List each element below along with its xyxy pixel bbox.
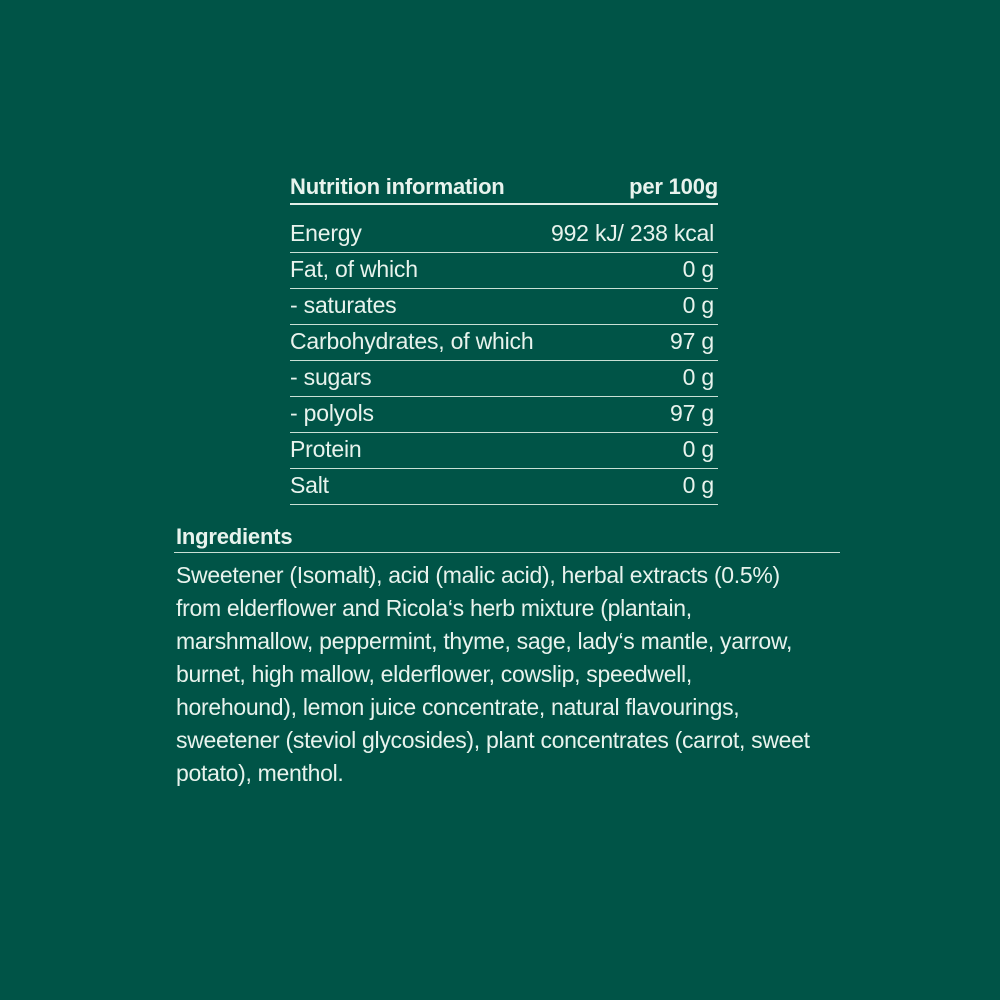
table-row-protein <box>290 433 718 469</box>
ingredients-text <box>174 559 840 790</box>
row-label: - saturates <box>290 292 397 318</box>
row-label: Fat, of which <box>290 256 418 282</box>
row-label: - sugars <box>290 364 372 390</box>
row-label: Salt <box>290 472 329 498</box>
ingredients-text-line: Sweetener (Isomalt), acid (malic acid), herbal extracts (0.5%) <box>176 562 780 588</box>
row-label: Carbohydrates, of which <box>290 328 534 354</box>
row-value: 0 g <box>682 256 714 282</box>
row-value: 97 g <box>670 328 714 354</box>
table-row-fat <box>290 253 718 289</box>
ingredients-text-line: marshmallow, peppermint, thyme, sage, lady‘s mantle, yarrow, <box>176 628 793 654</box>
ingredients-text-line: from elderflower and Ricola‘s herb mixture (plantain, <box>176 595 692 621</box>
row-value: 992 kJ/ 238 kcal <box>550 220 714 246</box>
table-row-salt <box>290 469 718 505</box>
ingredients-text-line: potato), menthol. <box>176 760 344 786</box>
nutrition-table-header <box>290 172 718 205</box>
row-value: 97 g <box>670 400 714 426</box>
nutrition-title: Nutrition information <box>290 174 505 199</box>
table-row-energy <box>290 205 718 253</box>
table-row-polyols <box>290 397 718 433</box>
row-label: Energy <box>290 220 362 246</box>
table-row-carbohydrates <box>290 325 718 361</box>
per-100g-heading: per 100g <box>629 174 718 199</box>
row-label: Protein <box>290 436 362 462</box>
ingredients-text-line: sweetener (steviol glycosides), plant concentrates (carrot, sweet <box>176 727 810 753</box>
row-value: 0 g <box>682 364 714 390</box>
nutrition-table <box>290 172 718 505</box>
ingredients-section <box>174 524 840 790</box>
row-label: - polyols <box>290 400 374 426</box>
ingredients-title: Ingredients <box>174 524 840 553</box>
row-value: 0 g <box>682 436 714 462</box>
ingredients-text-line: horehound), lemon juice concentrate, natural flavourings, <box>176 694 740 720</box>
table-row-saturates <box>290 289 718 325</box>
table-row-sugars <box>290 361 718 397</box>
row-value: 0 g <box>682 292 714 318</box>
row-value: 0 g <box>682 472 714 498</box>
ingredients-text-line: burnet, high mallow, elderflower, cowslip, speedwell, <box>176 661 692 687</box>
